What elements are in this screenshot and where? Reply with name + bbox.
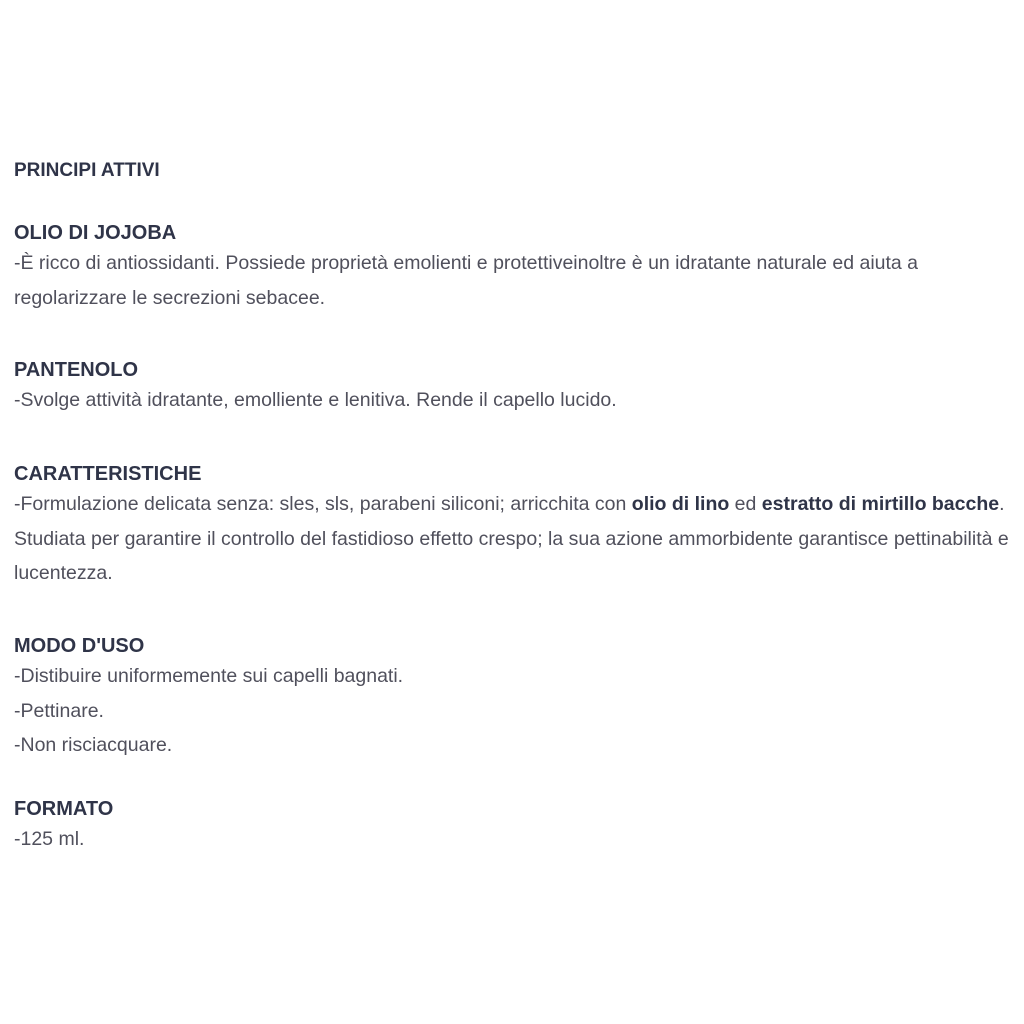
how-to-use-step: -Pettinare.	[14, 699, 104, 722]
active-ingredients-heading: PRINCIPI ATTIVI	[14, 160, 160, 181]
section-title-panthenol: PANTENOLO	[14, 359, 139, 381]
section-text-characteristics	[14, 487, 1014, 591]
characteristics-text-part2: ed	[729, 493, 762, 515]
section-title-how-to-use: MODO D'USO	[14, 635, 145, 657]
characteristics-bold-blueberry-extract: estratto di mirtillo bacche	[761, 493, 1000, 515]
section-how-to-use	[14, 633, 1014, 763]
how-to-use-step: -Non risciacquare.	[14, 734, 173, 756]
section-panthenol	[14, 357, 1014, 418]
how-to-use-step: -Distibuire uniformemente sui capelli bagnati.	[14, 665, 404, 687]
section-text-jojoba-oil: -È ricco di antiossidanti. Possiede proprietà emolienti e protettiveinoltre è un idratante naturale ed aiuta a regolarizzare le secrezioni sebacee.	[14, 252, 919, 309]
characteristics-bold-linseed-oil: olio di lino	[631, 493, 730, 515]
format-value: -125 ml.	[14, 828, 85, 850]
section-title-characteristics: CARATTERISTICHE	[14, 463, 202, 485]
section-title-jojoba-oil: OLIO DI JOJOBA	[14, 222, 177, 244]
section-title-format: FORMATO	[14, 798, 114, 820]
section-characteristics	[14, 461, 1014, 591]
section-jojoba-oil	[14, 220, 1014, 315]
section-text-panthenol: -Svolge attività idratante, emolliente e lenitiva. Rende il capello lucido.	[14, 389, 617, 411]
characteristics-text-part1: -Formulazione delicata senza: sles, sls, parabeni siliconi; arricchita con	[14, 493, 632, 515]
characteristics-text-part3: . Studiata per garantire il controllo del fastidioso effetto crespo; la sua azione ammorbidente garantisce pettinabilità e lucentezza.	[14, 493, 1009, 584]
section-format	[14, 796, 1014, 857]
